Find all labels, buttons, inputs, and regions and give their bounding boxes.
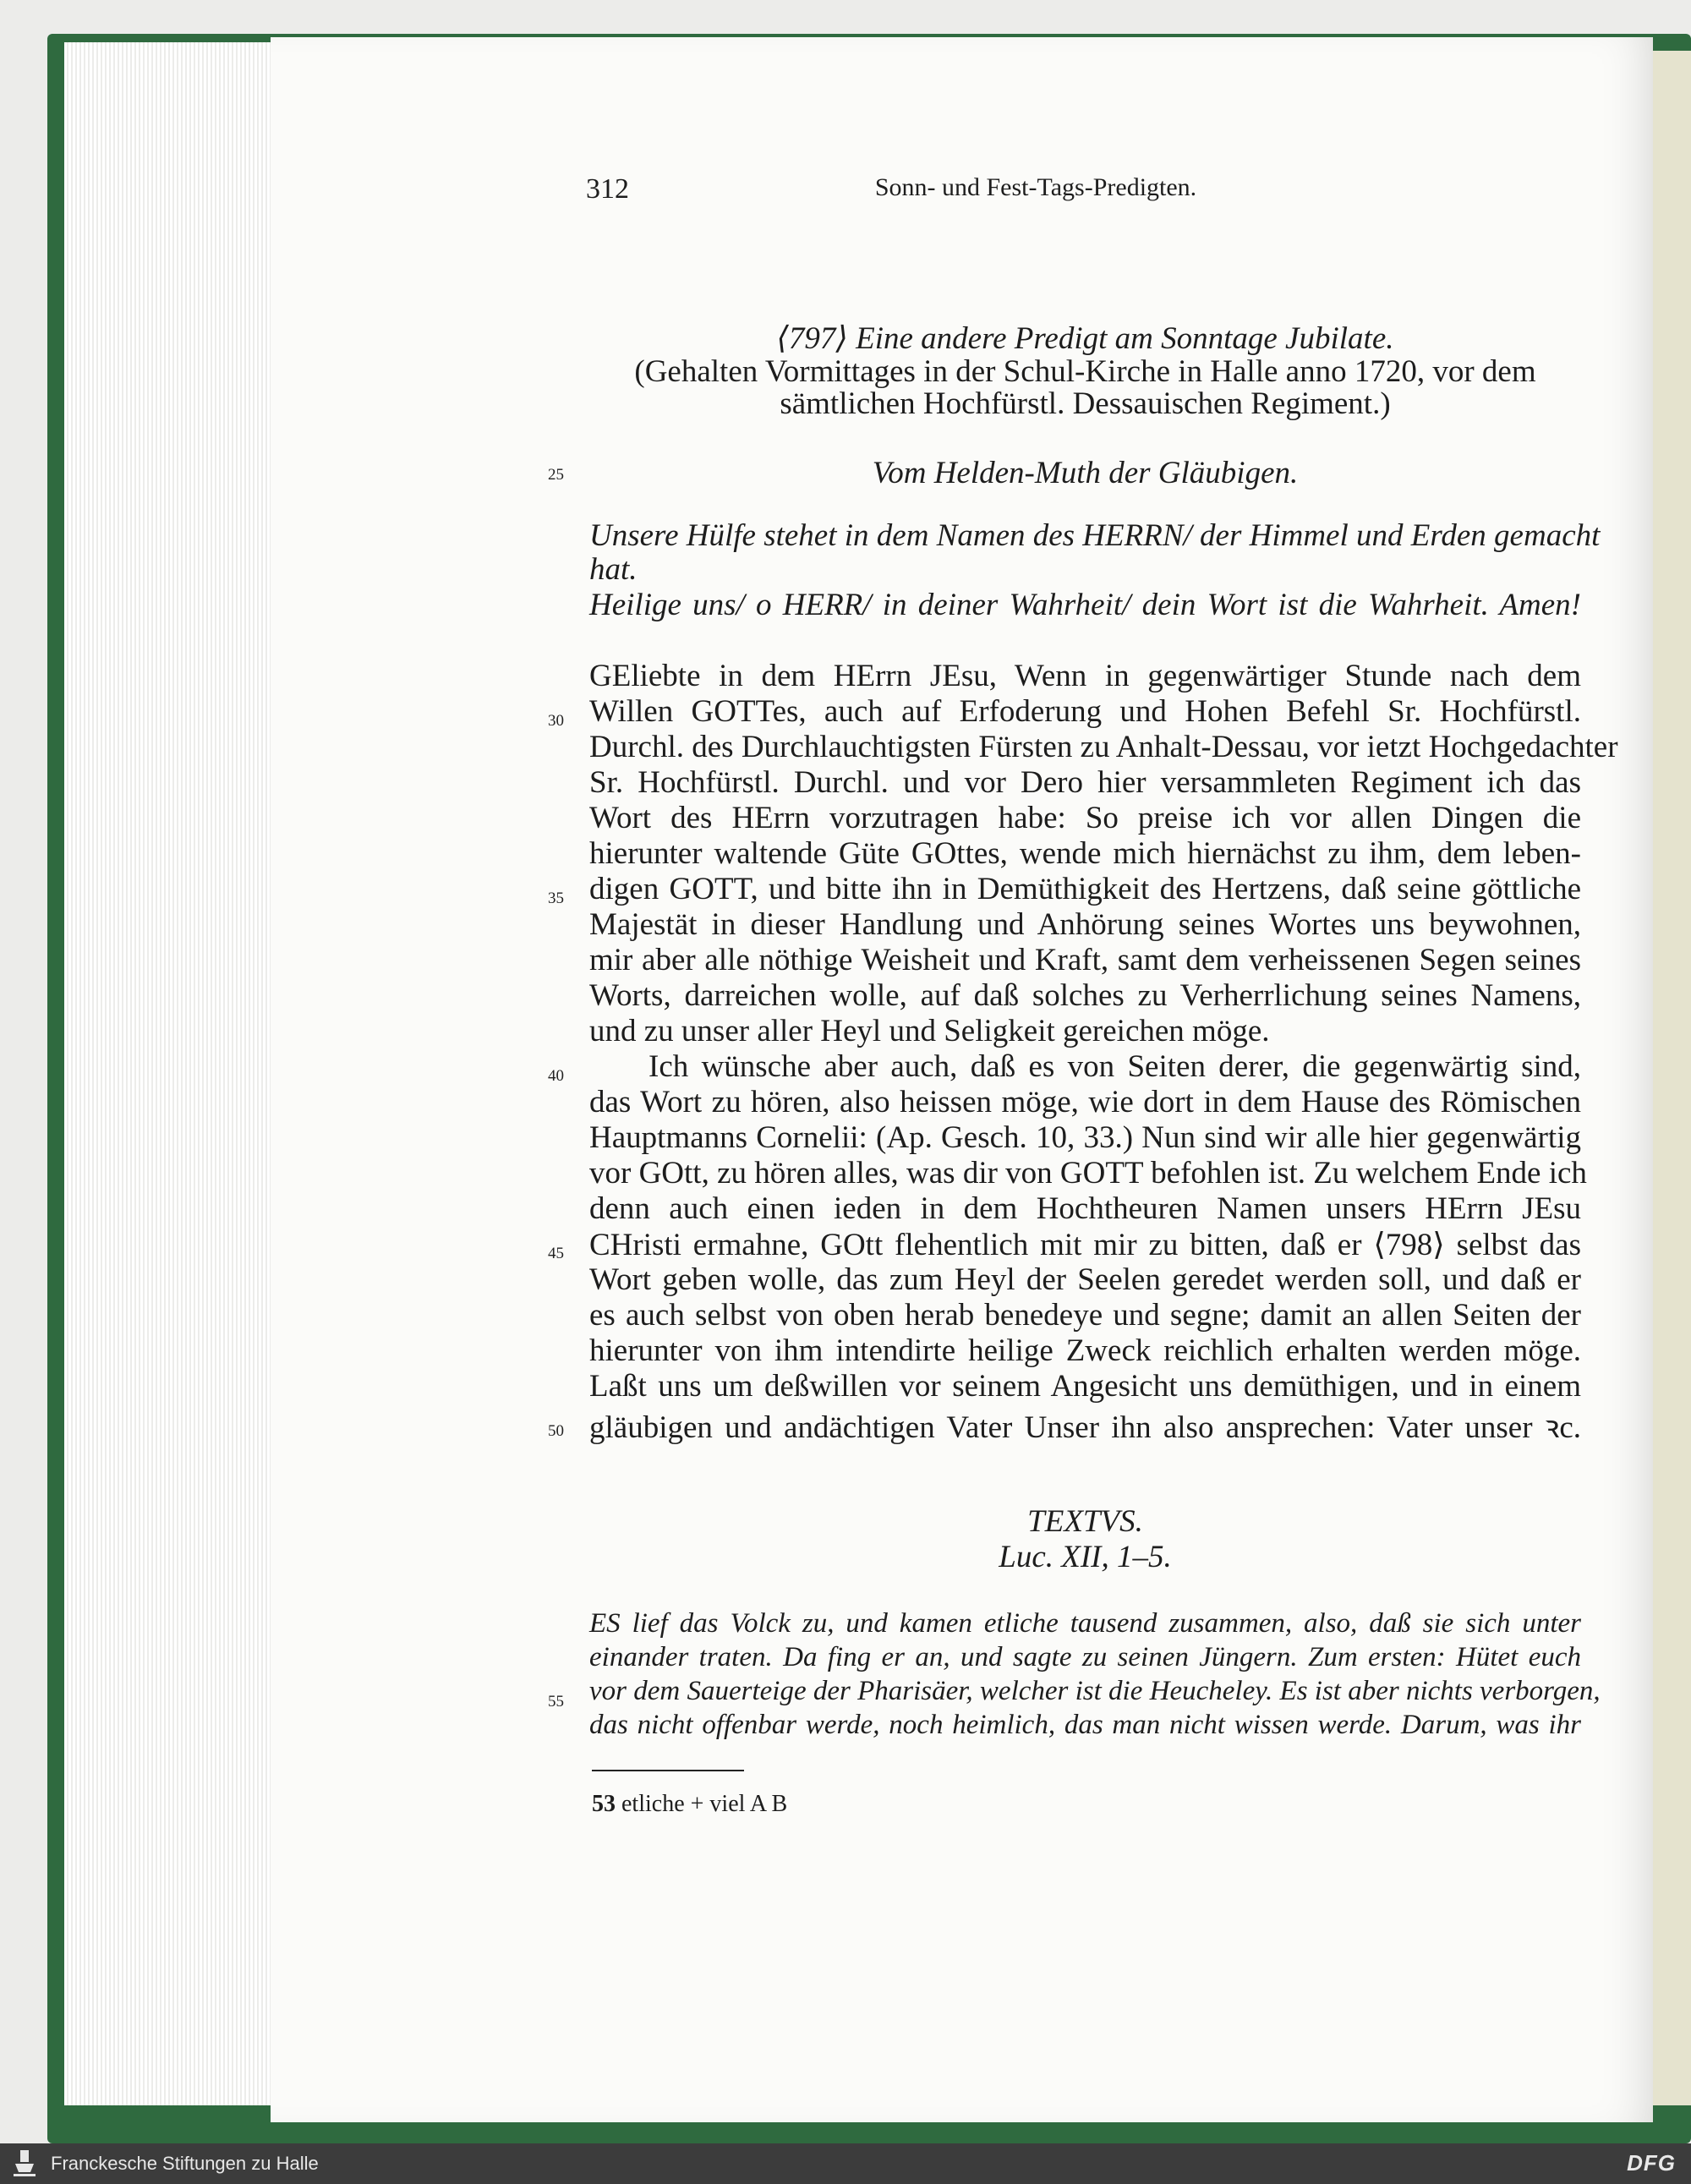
textus-line: ES lief das Volck zu, und kamen etliche tausend zusammen, also, daß sie sich unter bbox=[589, 1608, 1581, 1639]
textus-reference: Luc. XII, 1–5. bbox=[999, 1540, 1172, 1574]
footnote-rule bbox=[592, 1770, 744, 1771]
body-line: denn auch einen ieden in dem Hochtheuren Namen unsers HErrn JEsu bbox=[589, 1191, 1581, 1226]
textus-line: vor dem Sauerteige der Pharisäer, welcher ist die Heucheley. Es ist aber nichts verborgen, bbox=[589, 1676, 1601, 1706]
sermon-subtitle-1: (Gehalten Vormittages in der Schul-Kirche in Halle anno 1720, vor dem bbox=[634, 354, 1536, 389]
body-line: Wort des HErrn vorzutragen habe: So preise ich vor allen Dingen die bbox=[589, 801, 1581, 835]
prayer-line: Heilige uns/ o HERR/ in deiner Wahrheit/ dein Wort ist die Wahrheit. Amen! bbox=[589, 588, 1581, 622]
prayer-line: Unsere Hülfe stehet in dem Namen des HERRN/ der Himmel und Erden gemacht bbox=[589, 518, 1601, 553]
line-number: 35 bbox=[548, 889, 564, 907]
sermon-subtitle-2: sämtlichen Hochfürstl. Dessauischen Regiment.) bbox=[780, 386, 1391, 421]
institution-name: Franckesche Stiftungen zu Halle bbox=[51, 2153, 319, 2174]
prayer-line: hat. bbox=[589, 552, 638, 587]
body-line: Laßt uns um deßwillen vor seinem Angesicht uns demüthigen, und in einem bbox=[589, 1369, 1581, 1404]
body-line: hierunter waltende Güte GOttes, wende mich hiernächst zu ihm, dem leben- bbox=[589, 836, 1581, 871]
body-line: vor GOtt, zu hören alles, was dir von GOTT befohlen ist. Zu welchem Ende ich bbox=[589, 1156, 1587, 1191]
body-line: das Wort zu hören, also heissen möge, wie dort in dem Hause des Römischen bbox=[589, 1085, 1581, 1119]
textus-line: das nicht offenbar werde, noch heimlich, das man nicht wissen werde. Darum, was ihr bbox=[589, 1710, 1581, 1740]
body-line: Durchl. des Durchlauchtigsten Fürsten zu Anhalt-Dessau, vor ietzt Hochgedachter bbox=[589, 730, 1618, 764]
body-line: GEliebte in dem HErrn JEsu, Wenn in gegenwärtiger Stunde nach dem bbox=[589, 659, 1581, 693]
line-number: 25 bbox=[548, 466, 564, 484]
textus-heading: TEXTVS. bbox=[1027, 1504, 1143, 1539]
textus-line: einander traten. Da fing er an, und sagte zu seinen Jüngern. Zum ersten: Hütet euch bbox=[589, 1642, 1581, 1672]
body-line: hierunter von ihm intendirte heilige Zweck reichlich erhalten werden möge. bbox=[589, 1333, 1581, 1368]
running-title: Sonn- und Fest-Tags-Predigten. bbox=[874, 173, 1197, 201]
body-line: Worts, darreichen wolle, auf daß solches zu Verherrlichung seines Namens, bbox=[589, 978, 1581, 1013]
line-number: 55 bbox=[548, 1693, 564, 1711]
body-line: Sr. Hochfürstl. Durchl. und vor Dero hier versammleten Regiment ich das bbox=[589, 765, 1581, 800]
body-line: Majestät in dieser Handlung und Anhörung seines Wortes uns beywohnen, bbox=[589, 907, 1581, 942]
line-number: 40 bbox=[548, 1067, 564, 1085]
sermon-theme: Vom Helden-Muth der Gläubigen. bbox=[872, 456, 1299, 490]
sermon-title: ⟨797⟩ Eine andere Predigt am Sonntage Jubilate. bbox=[776, 321, 1394, 356]
institution-logo-icon bbox=[12, 2148, 37, 2179]
page-number: 312 bbox=[586, 173, 629, 205]
line-number: 50 bbox=[548, 1422, 564, 1440]
body-line: Hauptmanns Cornelii: (Ap. Gesch. 10, 33.) Nun sind wir alle hier gegenwärtig bbox=[589, 1120, 1581, 1155]
body-line: mir aber alle nöthige Weisheit und Kraft, samt dem verheissenen Segen seines bbox=[589, 943, 1581, 977]
body-line: digen GOTT, und bitte ihn in Demüthigkeit des Hertzens, daß seine göttliche bbox=[589, 872, 1581, 906]
body-line: CHristi ermahne, GOtt flehentlich mit mir zu bitten, daß er ⟨798⟩ selbst das bbox=[589, 1228, 1581, 1262]
body-line: Ich wünsche aber auch, daß es von Seiten derer, die gegenwärtig sind, bbox=[648, 1049, 1581, 1084]
body-line: gläubigen und andächtigen Vater Unser ihn also ansprechen: Vater unser ꝛc. bbox=[589, 1410, 1581, 1445]
body-line: und zu unser aller Heyl und Seligkeit gereichen möge. bbox=[589, 1014, 1270, 1048]
line-number: 45 bbox=[548, 1245, 564, 1262]
footnote-text: etliche + viel A B bbox=[621, 1791, 788, 1817]
footnote bbox=[592, 1791, 787, 1818]
footnote-line-ref: 53 bbox=[592, 1791, 616, 1817]
dfg-logo: DFG bbox=[1627, 2150, 1676, 2176]
body-line: Wort geben wolle, das zum Heyl der Seelen geredet werden soll, und daß er bbox=[589, 1262, 1581, 1297]
body-line: es auch selbst von oben herab benedeye und segne; damit an allen Seiten der bbox=[589, 1298, 1581, 1333]
line-number: 30 bbox=[548, 712, 564, 730]
body-line: Willen GOTTes, auch auf Erfoderung und Hohen Befehl Sr. Hochfürstl. bbox=[589, 694, 1581, 729]
